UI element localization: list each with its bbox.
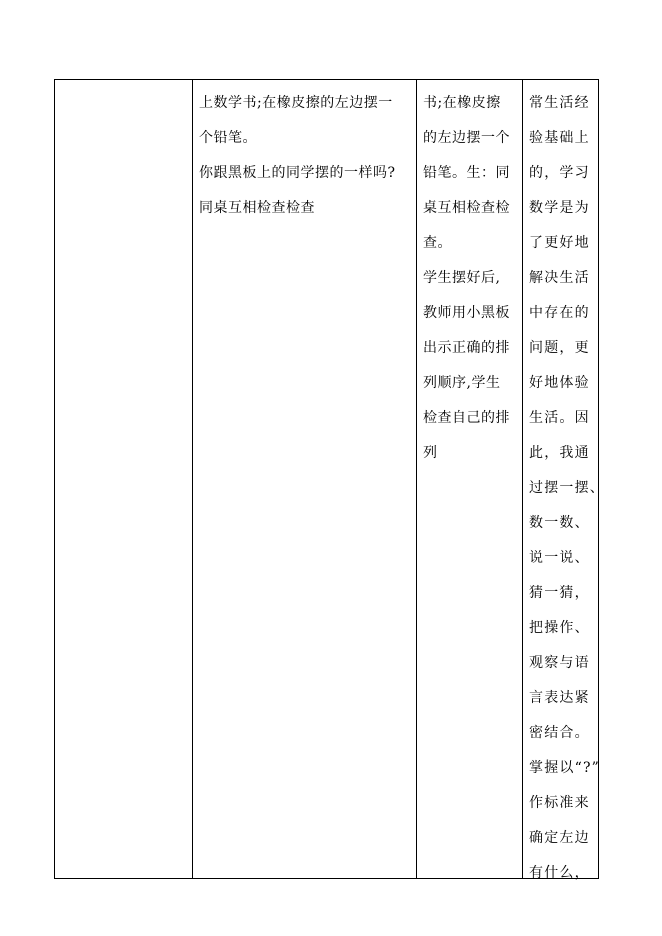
text-line: 猜一猜， [529, 585, 590, 601]
text-line: 同桌互相检查检查 [199, 200, 315, 216]
text-line: 常生活经 [529, 95, 590, 111]
text-line: 上数学书;在橡皮擦的左边摆一 [199, 95, 393, 111]
text-line: 桌互相检查检 [423, 200, 510, 216]
text-line: 列 [423, 445, 438, 461]
text-line: 出示正确的排 [423, 340, 510, 356]
text-line: 个铅笔。 [199, 130, 257, 146]
text-line: 中存在的 [529, 305, 590, 321]
text-line: 查。 [423, 235, 452, 251]
text-line: 数一数、 [529, 515, 590, 531]
student-activity-cell [417, 80, 523, 878]
text-line: 问题，更 [529, 340, 590, 356]
text-line: 你跟黑板上的同学摆的一样吗? [199, 165, 396, 181]
text-line: 了更好地 [529, 235, 590, 251]
text-line: 学生摆好后, [423, 270, 501, 286]
text-line: 解决生活 [529, 270, 590, 286]
text-line: 此，我通 [529, 445, 590, 461]
text-line: 把操作、 [529, 620, 590, 636]
text-line: 铅笔。生：同 [423, 165, 510, 181]
text-line: 说一说、 [529, 550, 590, 566]
text-line: 数学是为 [529, 200, 590, 216]
text-line: 有什么， [529, 865, 590, 881]
text-line: 言表达紧 [529, 690, 590, 706]
text-line: 的左边摆一个 [423, 130, 510, 146]
text-line: 观察与语 [529, 655, 590, 671]
text-line: 好地体验 [529, 375, 590, 391]
table-cell-empty [55, 80, 193, 878]
text-line: 检查自己的排 [423, 410, 510, 426]
text-line: 过摆一摆、 [529, 480, 605, 496]
text-line: 确定左边 [529, 830, 590, 846]
text-line: 书;在橡皮擦 [423, 95, 501, 111]
text-line: 教师用小黑板 [423, 305, 510, 321]
text-line: 作标准来 [529, 795, 590, 811]
text-line: 生活。因 [529, 410, 590, 426]
text-line: 密结合。 [529, 725, 590, 741]
text-line: 的，学习 [529, 165, 590, 181]
design-intent-cell [523, 80, 605, 881]
text-line: 掌握以“?” [529, 760, 601, 776]
teacher-activity-cell [193, 80, 417, 878]
text-line: 列顺序,学生 [423, 375, 501, 391]
text-line: 验基础上 [529, 130, 590, 146]
lesson-plan-table [54, 79, 605, 881]
